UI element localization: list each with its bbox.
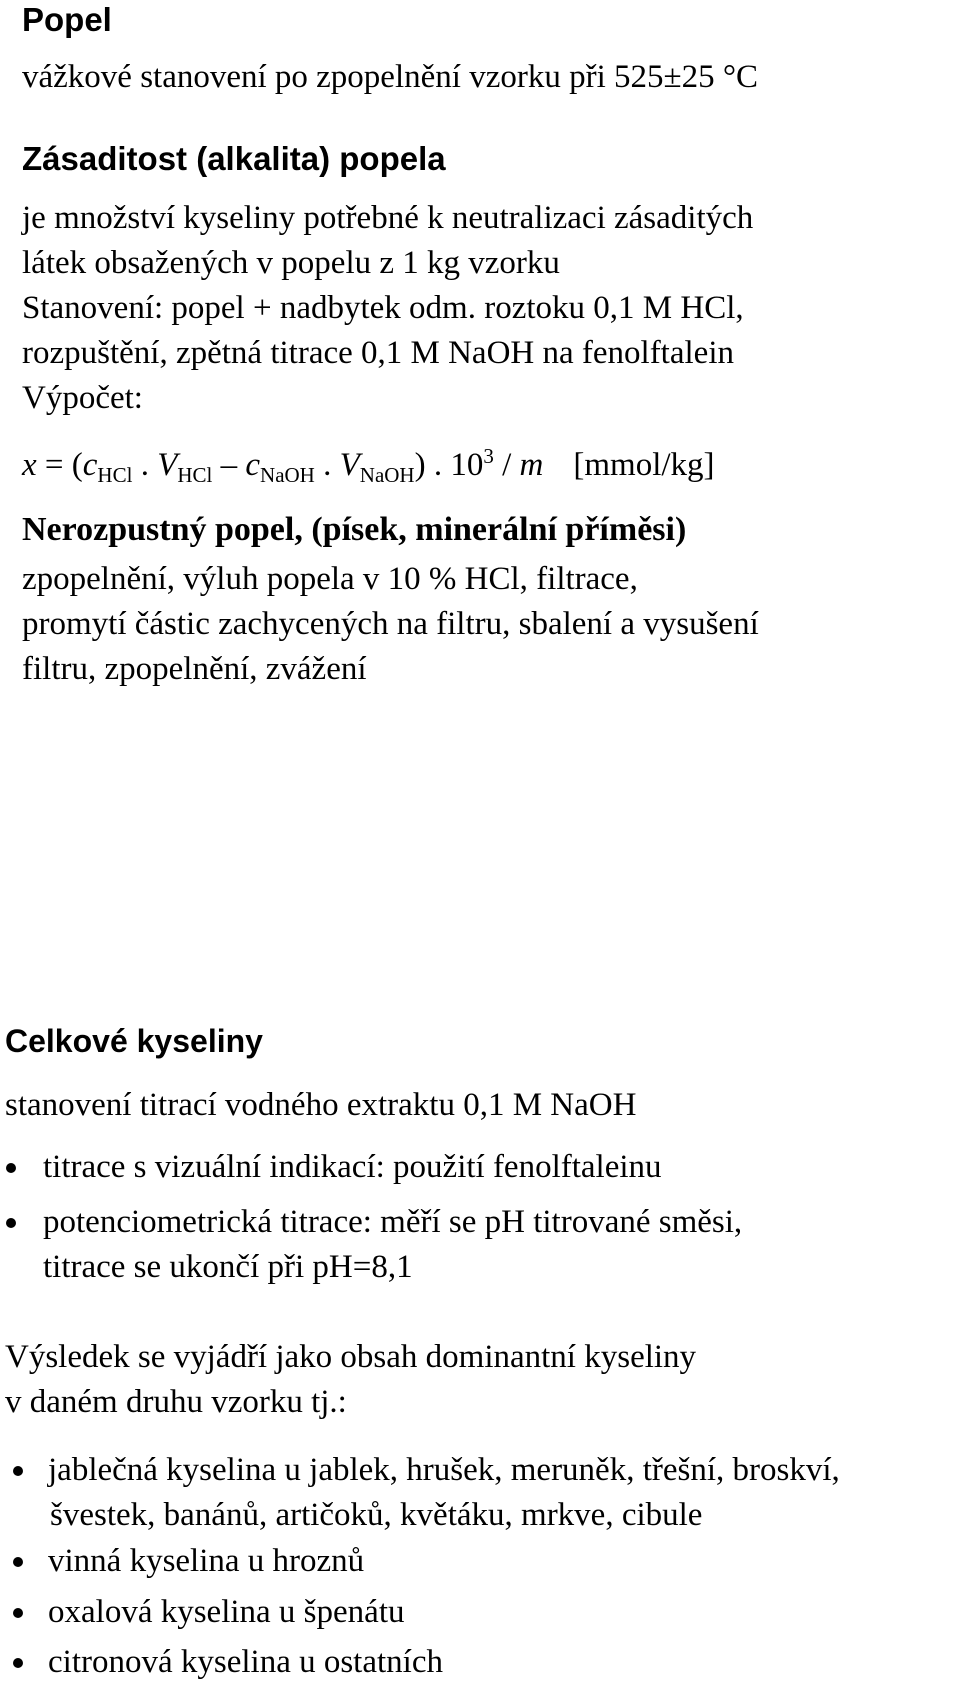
heading-total-acids: Celkové kyseliny [5, 1023, 263, 1059]
formula-x: x [22, 447, 37, 483]
text-line: je množství kyseliny potřebné k neutralizaci zásaditých [22, 200, 754, 236]
list-item: potenciometrická titrace: měří se pH titrované směsi, [43, 1204, 743, 1240]
list-item: vinná kyselina u hroznů [48, 1543, 365, 1579]
list-item: citronová kyselina u ostatních [48, 1644, 443, 1680]
text-line: filtru, zpopelnění, zvážení [22, 651, 367, 687]
bullet-icon [13, 1608, 23, 1618]
formula-unit: [mmol/kg] [573, 447, 715, 483]
bullet-icon [6, 1163, 16, 1173]
bullet-icon [13, 1557, 23, 1567]
text-line: Výsledek se vyjádří jako obsah dominantní kyseliny [5, 1339, 697, 1375]
text-line: stanovení titrací vodného extraktu 0,1 M NaOH [5, 1087, 637, 1123]
text-line: rozpuštění, zpětná titrace 0,1 M NaOH na fenolftalein [22, 335, 734, 371]
text-line: vážkové stanovení po zpopelnění vzorku při 525±25 °C [22, 59, 759, 95]
list-item-continuation: švestek, banánů, artičoků, květáku, mrkve, cibule [50, 1497, 703, 1533]
heading-popel: Popel [22, 1, 112, 38]
text-line: zpopelnění, výluh popela v 10 % HCl, filtrace, [22, 561, 638, 597]
heading-insoluble-ash: Nerozpustný popel, (písek, minerální příměsi) [22, 511, 687, 548]
list-item-continuation: titrace se ukončí při pH=8,1 [43, 1249, 413, 1285]
list-item: titrace s vizuální indikací: použití fenolftaleinu [43, 1149, 662, 1185]
list-item: jablečná kyselina u jablek, hrušek, meruněk, třešní, broskví, [48, 1452, 840, 1488]
text-line: Stanovení: popel + nadbytek odm. roztoku 0,1 M HCl, [22, 290, 744, 326]
bullet-icon [13, 1466, 23, 1476]
text-line: v daném druhu vzorku tj.: [5, 1384, 347, 1420]
bullet-icon [13, 1658, 23, 1668]
text-line: Výpočet: [22, 380, 143, 416]
alkalinity-formula: $x = (c_{HCl}$ . $V_{HCl} - c_{NaOH}$ . $V_{NaOH}$) . $10^3$ / m [mmol/kg] [22, 444, 715, 487]
list-item: oxalová kyselina u špenátu [48, 1594, 405, 1630]
text-line: látek obsažených v popelu z 1 kg vzorku [22, 245, 560, 281]
bullet-icon [6, 1218, 16, 1228]
text-line: promytí částic zachycených na filtru, sbalení a vysušení [22, 606, 759, 642]
heading-alkalita: Zásaditost (alkalita) popela [22, 140, 446, 177]
